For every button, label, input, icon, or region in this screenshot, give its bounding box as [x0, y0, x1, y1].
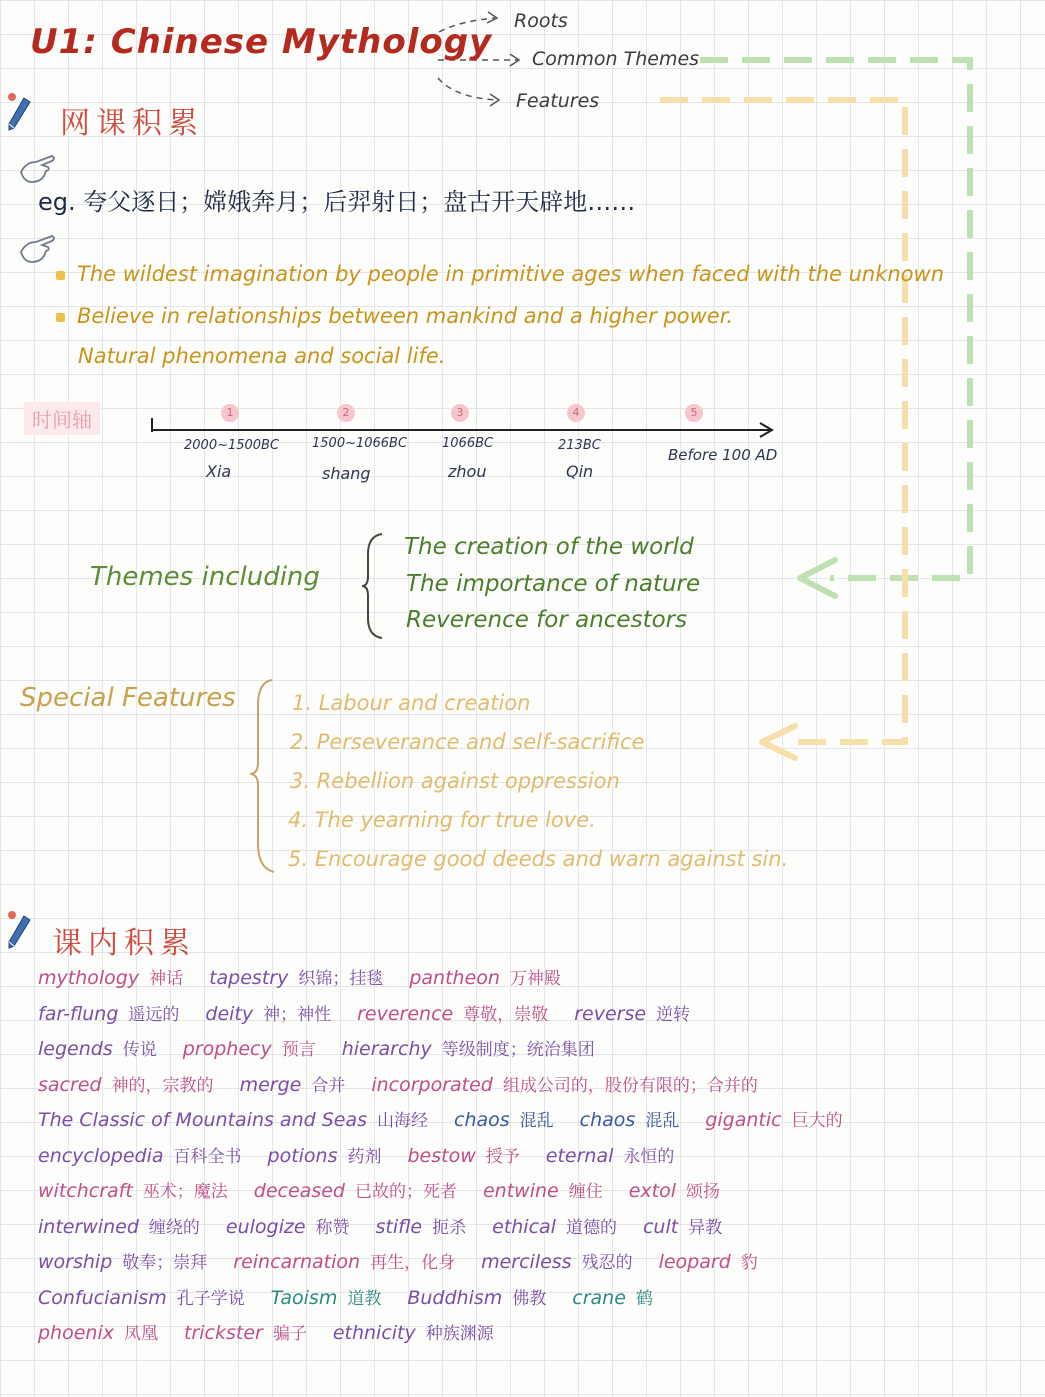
timeline-marker-3: 3: [451, 404, 469, 422]
vocab-translation: 缠住: [568, 1182, 603, 1202]
vocab-word: eulogize: [225, 1215, 306, 1238]
pointing-hand-icon: [18, 232, 58, 266]
vocab-row: [38, 1142, 700, 1167]
vocab-entry: [38, 1074, 214, 1096]
timeline-marker-4: 4: [567, 404, 585, 422]
timeline-date: 213BC: [558, 438, 601, 453]
vocab-translation: 神；神性: [263, 1004, 332, 1025]
vocab-translation: 混乱: [645, 1111, 680, 1131]
features-brace: [248, 676, 278, 876]
vocab-translation: 织锦；挂毯: [298, 969, 384, 989]
pen-icon: [6, 910, 32, 950]
vocab-translation: 混乱: [519, 1111, 554, 1131]
themes-label: Themes including: [90, 562, 320, 592]
feature-item: 4. The yearning for true love.: [288, 808, 596, 832]
timeline-dynasty: shang: [322, 464, 371, 483]
vocab-entry: [333, 1322, 494, 1344]
vocab-translation: 扼杀: [432, 1217, 467, 1238]
timeline-marker-5: 5: [685, 404, 703, 422]
vocab-translation: 豹: [740, 1253, 758, 1273]
vocab-entry: [705, 1109, 842, 1131]
vocab-entry: [268, 1145, 382, 1167]
vocab-word: Confucianism: [38, 1286, 167, 1309]
vocab-row: [38, 1000, 716, 1025]
vocab-word: witchcraft: [38, 1180, 133, 1202]
vocab-word: Taoism: [270, 1286, 338, 1309]
section-heading-class: 课内积累: [52, 926, 196, 961]
vocab-word: deceased: [253, 1180, 345, 1202]
vocab-translation: 鹤: [635, 1288, 653, 1309]
vocab-row: [38, 1071, 784, 1096]
vocab-translation: 缠绕的: [148, 1217, 200, 1238]
vocab-entry: [233, 1251, 455, 1273]
vocab-entry: [629, 1180, 720, 1202]
vocab-translation: 等级制度；统治集团: [441, 1040, 595, 1060]
vocab-word: stifle: [375, 1215, 423, 1238]
vocab-entry: [342, 1038, 595, 1060]
vocab-entry: [483, 1180, 603, 1202]
vocab-word: pantheon: [409, 967, 500, 989]
theme-item: The importance of nature: [406, 571, 701, 597]
vocab-translation: 遥远的: [128, 1004, 180, 1025]
vocab-entry: [38, 1216, 200, 1238]
vocab-word: legends: [38, 1038, 113, 1060]
vocab-entry: [254, 1180, 457, 1202]
vocab-entry: [38, 1145, 242, 1167]
vocab-translation: 道教: [347, 1288, 382, 1309]
vocab-entry: [546, 1145, 675, 1167]
vocab-row: [38, 1319, 520, 1344]
example-line: eg. 夸父逐日；嫦娥奔月；后羿射日；盘古开天辟地……: [38, 188, 636, 216]
vocab-word: sacred: [38, 1073, 102, 1096]
vocab-word: encyclopedia: [38, 1144, 164, 1167]
vocab-entry: [271, 1287, 382, 1309]
vocab-translation: 再生，化身: [370, 1253, 456, 1273]
vocab-word: trickster: [183, 1322, 263, 1344]
vocab-word: entwine: [482, 1180, 559, 1202]
branch-features: Features: [516, 90, 600, 112]
vocab-entry: [209, 967, 383, 989]
vocab-word: chaos: [579, 1109, 636, 1131]
vocab-word: gigantic: [705, 1109, 782, 1131]
vocab-entry: [492, 1216, 617, 1238]
vocab-word: interwined: [38, 1215, 139, 1238]
vocab-entry: [38, 967, 183, 989]
branch-common-themes: Common Themes: [532, 48, 700, 70]
vocab-translation: 骗子: [272, 1324, 307, 1344]
timeline-marker-1: 1: [221, 404, 239, 422]
vocab-entry: [376, 1216, 467, 1238]
pen-icon: [6, 92, 32, 132]
vocab-row: [38, 1035, 621, 1060]
vocab-translation: 巨大的: [791, 1111, 843, 1131]
timeline-date: 2000~1500BC: [184, 438, 280, 453]
timeline-dynasty: Qin: [566, 462, 594, 481]
vocab-translation: 神的，宗教的: [111, 1075, 214, 1096]
timeline-marker-2: 2: [337, 404, 355, 422]
section-heading-online: 网课积累: [60, 106, 204, 141]
vocab-translation: 残忍的: [581, 1253, 633, 1273]
vocab-entry: [659, 1251, 758, 1273]
vocab-translation: 药剂: [347, 1146, 382, 1167]
vocab-word: The Classic of Mountains and Seas: [38, 1109, 368, 1131]
vocab-translation: 巫术；魔法: [142, 1182, 228, 1202]
vocab-translation: 山海经: [377, 1111, 429, 1131]
vocab-word: ethnicity: [332, 1322, 416, 1344]
branch-roots: Roots: [514, 10, 568, 32]
vocab-translation: 神话: [149, 969, 184, 989]
bullet-icon: [56, 313, 65, 322]
vocab-word: bestow: [407, 1144, 476, 1167]
vocab-translation: 永恒的: [623, 1146, 675, 1167]
vocab-translation: 已故的；死者: [354, 1182, 457, 1202]
vocab-word: merge: [239, 1073, 302, 1096]
timeline-label: 时间轴: [24, 402, 100, 435]
timeline-dynasty: Xia: [206, 462, 232, 481]
vocab-entry: [454, 1109, 554, 1131]
vocab-word: potions: [267, 1144, 338, 1167]
vocab-translation: 逆转: [656, 1004, 691, 1025]
vocab-word: leopard: [658, 1251, 731, 1273]
vocab-row: [38, 964, 587, 989]
special-features-label: Special Features: [20, 683, 236, 713]
vocab-word: extol: [628, 1180, 677, 1202]
vocab-word: deity: [205, 1002, 254, 1025]
themes-brace: [360, 530, 386, 642]
vocab-word: chaos: [454, 1109, 510, 1131]
vocab-row: [38, 1106, 869, 1131]
vocab-word: tapestry: [209, 967, 289, 989]
vocab-translation: 授予: [485, 1146, 520, 1167]
point-1: The wildest imagination by people in primitive ages when faced with the unknown: [56, 262, 944, 286]
vocab-word: phoenix: [38, 1322, 114, 1344]
vocab-word: prophecy: [182, 1038, 272, 1060]
vocab-translation: 称赞: [315, 1217, 350, 1238]
vocab-translation: 佛教: [512, 1288, 547, 1309]
vocab-word: Buddhism: [407, 1286, 503, 1309]
vocab-entry: [205, 1003, 331, 1025]
vocab-row: [38, 1284, 679, 1309]
vocab-word: crane: [572, 1286, 626, 1309]
vocab-entry: [407, 1287, 546, 1309]
theme-item: Reverence for ancestors: [406, 607, 688, 633]
vocab-word: cult: [642, 1215, 679, 1238]
vocab-word: reverse: [574, 1002, 647, 1025]
vocab-entry: [240, 1074, 346, 1096]
vocab-translation: 孔子学说: [176, 1288, 245, 1309]
vocab-word: worship: [38, 1251, 113, 1273]
vocab-word: eternal: [545, 1144, 614, 1167]
vocab-entry: [408, 1145, 520, 1167]
vocab-translation: 组成公司的，股份有限的；合并的: [502, 1075, 758, 1096]
vocab-entry: [38, 1003, 179, 1025]
vocab-entry: [38, 1109, 428, 1131]
vocab-word: incorporated: [371, 1073, 493, 1096]
feature-item: 5. Encourage good deeds and warn against sin.: [288, 847, 789, 871]
vocab-row: [38, 1248, 784, 1273]
feature-item: 3. Rebellion against oppression: [290, 769, 620, 793]
vocab-translation: 颂扬: [686, 1182, 721, 1202]
vocab-entry: [38, 1322, 158, 1344]
bullet-icon: [56, 271, 65, 280]
vocab-entry: [38, 1180, 228, 1202]
vocab-entry: [409, 967, 561, 989]
vocab-word: ethical: [492, 1215, 556, 1238]
vocab-word: merciless: [481, 1251, 572, 1273]
pointing-hand-icon: [18, 152, 58, 186]
vocab-entry: [572, 1287, 653, 1309]
vocab-row: [38, 1213, 748, 1238]
vocab-entry: [183, 1038, 316, 1060]
point-2: Believe in relationships between mankind and a higher power.: [56, 304, 733, 328]
vocab-translation: 万神殿: [509, 969, 561, 989]
vocab-entry: [357, 1003, 548, 1025]
vocab-entry: [38, 1251, 207, 1273]
vocab-translation: 凤凰: [123, 1324, 158, 1344]
vocab-translation: 合并: [311, 1075, 346, 1096]
vocab-translation: 种族渊源: [425, 1324, 494, 1344]
vocab-translation: 道德的: [565, 1217, 617, 1238]
vocab-translation: 异教: [688, 1217, 723, 1238]
timeline-date: 1500~1066BC: [312, 436, 408, 451]
timeline-date: Before 100 AD: [668, 446, 778, 464]
vocab-translation: 传说: [122, 1040, 157, 1060]
timeline-dynasty: zhou: [448, 462, 487, 481]
vocab-word: mythology: [38, 967, 140, 989]
vocab-entry: [574, 1003, 690, 1025]
vocab-entry: [38, 1287, 245, 1309]
vocab-word: reverence: [357, 1002, 454, 1025]
vocab-translation: 敬奉；崇拜: [122, 1253, 208, 1273]
vocab-entry: [226, 1216, 350, 1238]
vocab-word: reincarnation: [233, 1251, 361, 1273]
vocab-entry: [580, 1109, 680, 1131]
vocab-entry: [38, 1038, 157, 1060]
vocab-translation: 百科全书: [173, 1146, 242, 1167]
page-title: U1: Chinese Mythology: [30, 22, 493, 62]
vocab-entry: [184, 1322, 307, 1344]
feature-item: 1. Labour and creation: [292, 691, 531, 715]
timeline-date: 1066BC: [442, 436, 494, 451]
vocab-word: hierarchy: [341, 1038, 432, 1060]
vocab-word: far-flung: [38, 1002, 119, 1025]
vocab-translation: 尊敬，崇敬: [463, 1004, 549, 1025]
vocab-entry: [643, 1216, 722, 1238]
feature-item: 2. Perseverance and self-sacrifice: [290, 730, 645, 754]
vocab-entry: [371, 1074, 758, 1096]
theme-item: The creation of the world: [404, 534, 694, 560]
vocab-entry: [481, 1251, 633, 1273]
vocab-row: [38, 1177, 746, 1202]
vocab-translation: 预言: [281, 1040, 316, 1060]
point-3: Natural phenomena and social life.: [78, 344, 446, 368]
